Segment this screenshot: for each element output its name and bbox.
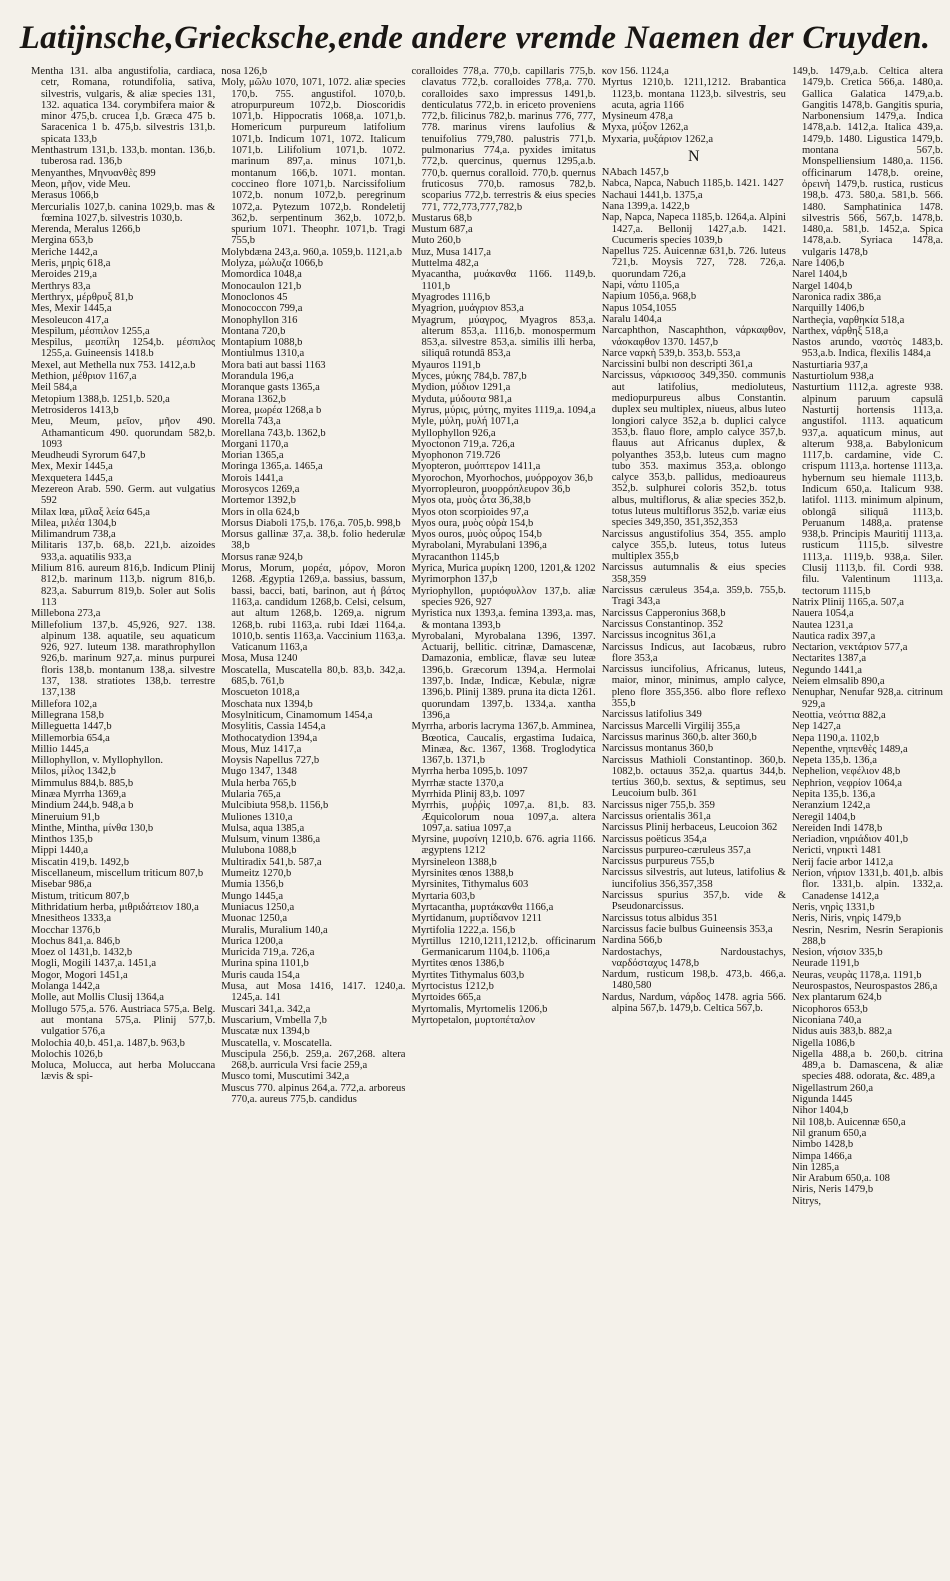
index-columns: [31, 66, 943, 1574]
index-entry: Mithridatium herba, μιθριδάτειον 180,a: [31, 901, 199, 913]
index-entry: Meu, Meum, μεῖον, μῆον 490. Athamanticum 490. quorundam 582,b. 1093: [31, 416, 216, 450]
index-entry: Moschata nux 1394,b: [221, 698, 313, 710]
index-entry: Morois 1441,a: [221, 472, 284, 484]
index-entry: Narcissus silvestris, aut luteus, latifolius & iuncifolius 356,357,358: [601, 867, 786, 890]
index-entry: Myrtomalis, Myrtomelis 1206,b: [411, 1003, 548, 1015]
index-column-5: [792, 66, 943, 1574]
index-entry: Niconiana 740,a: [791, 1014, 862, 1026]
index-entry: Nectarion, νεκτάριον 577,a: [791, 642, 908, 654]
index-entry: Mulubona 1088,b: [221, 845, 297, 857]
index-entry: Napi, νάπυ 1105,a: [601, 280, 680, 292]
index-entry: Mustum 687,a: [411, 224, 473, 236]
index-entry: Narcaphthon, Nascaphthon, νάρκαφθον, νάσκαφθον 1370. 1457,b: [601, 325, 786, 348]
index-entry: Meil 584,a: [31, 382, 77, 394]
index-entry: Neris, Niris, νηρὶς 1479,b: [791, 913, 902, 925]
index-entry: Narthex, νάρθηξ 518,a: [791, 325, 889, 337]
index-entry: Muricida 719,a. 726,a: [221, 947, 315, 959]
index-entry: Militaris 137,b. 68,b. 221,b. aizoides 933,a. aquatilis 933,a: [31, 540, 216, 563]
index-entry: Morellana 743,b. 1362,b: [221, 427, 326, 439]
index-entry: Mustarus 68,b: [411, 212, 473, 224]
index-entry: Milium 816. aureum 816,b. Indicum Plinij 812,b. marinum 113,b. nigrum 816,b. 823,a. Saburrum 819,b. Soler aut Solis 113: [31, 563, 216, 608]
index-entry: Neurospastos, Neurospastos 286,a: [791, 981, 938, 993]
index-entry: Nidus auis 383,b. 882,a: [791, 1026, 892, 1038]
index-entry: Molanga 1442,a: [31, 981, 100, 993]
index-entry: Narcissus orientalis 361,a: [601, 811, 711, 822]
index-entry: Mulsa, aqua 1385,a: [221, 822, 305, 834]
index-entry: Neris, νηρὶς 1331,b: [791, 901, 875, 913]
index-entry: Narcissus totus albidus 351: [601, 912, 718, 924]
index-entry: Meriche 1442,a: [31, 246, 98, 258]
index-entry: Merthryx, μέρθρυξ 81,b: [31, 291, 134, 303]
index-entry: Morgani 1170,a: [221, 438, 289, 450]
index-entry: Moysis Napellus 727,b: [221, 755, 320, 767]
index-entry: Narcissini bulbi non descripti 361,a: [601, 359, 753, 371]
index-entry: Myacantha, μυάκανθα 1166. 1149,b. 1101,b: [411, 269, 596, 292]
index-entry: Narcissus spurius 357,b. vide & Pseudonarcissus.: [601, 890, 786, 913]
index-entry: Nepeta 135,b. 136,a: [791, 755, 877, 767]
index-entry: Narcissus purpureus 755,b: [601, 856, 715, 868]
index-entry: Milea, μιλέα 1304,b: [31, 517, 117, 529]
index-entry: Merenda, Meralus 1266,b: [31, 224, 141, 236]
index-entry: Murica 1200,a: [221, 935, 284, 947]
index-entry: Napellus 725. Auicennæ 631,b. 726. luteus 721,b. Moysis 727, 728. 726,a. quorundam 726,a: [601, 246, 786, 280]
index-entry: Nihor 1404,b: [791, 1105, 849, 1117]
index-entry: Naralu 1404,a: [601, 313, 662, 325]
index-entry: Nauera 1054,a: [791, 608, 854, 620]
index-entry: Nir Arabum 650,a. 108: [791, 1173, 890, 1185]
index-entry: Molyza, μώλυζα 1066,b: [221, 258, 324, 270]
index-entry: Myrrhida Plinij 83,b. 1097: [411, 789, 525, 800]
index-entry: 149,b. 1479,a.b. Celtica altera 1479,b. Cretica 566,a. 1480,a. Gallica Galatica 1479,a.b. Gangitis 1478,b. Gangitis spuria, Narbonensium 1479,a. Indica 1478,a.b. 1412,a. Italica 439,a. 1479,b. 1480. Ligustica 1479,b. montana 567,b. Monspelliensium 1480,a. 1156. officinarum 1478,b. oreine, ὀρεινὴ 1479,b. rustica, rusticus 198,b. 473. 580,a. 581,b. 566. 1480. Samphatinica 1478. silvestris 566, 567,b. 1478,b. 1480,a. 581,b. 1452,a. Spica 1478,a.b. Syriaca 1478,a. vulgaris 1478,b: [791, 66, 943, 258]
index-entry: Menthastrum 131,b. 133,b. montan. 136,b. tuberosa rad. 136,b: [31, 145, 216, 168]
index-entry: Narcissus montanus 360,b: [601, 743, 714, 755]
index-entry: Myrus, μύρις, μύτης, myites 1119,a. 1094,a: [411, 404, 596, 416]
index-entry: Nep 1427,a: [791, 721, 841, 733]
index-entry: Myrtites Tithymalus 603,b: [411, 969, 525, 981]
index-entry: Napium 1056,a. 968,b: [601, 291, 697, 303]
index-column-4: [602, 66, 786, 1574]
index-entry: Mogli, Mogili 1437,a. 1451,a: [31, 958, 157, 970]
index-entry: Negundo 1441,a: [791, 664, 862, 676]
index-entry: Meris, μηρὶς 618,a: [31, 258, 111, 270]
index-entry: Myrrha herba 1095,b. 1097: [411, 766, 528, 778]
index-entry: Nigella 1086,b: [791, 1037, 855, 1049]
index-entry: Myxaria, μυξάριον 1262,a: [601, 133, 714, 145]
index-entry: Murina spina 1101,b: [221, 958, 309, 970]
index-entry: Nimpa 1466,a: [791, 1150, 852, 1162]
index-entry: Narcissus poëticus 354,a: [601, 833, 707, 845]
index-entry: Montana 720,b: [221, 325, 286, 337]
index-entry: Myrsinites, Tithymalus 603: [411, 879, 529, 891]
index-entry: Mollugo 575,a. 576. Austriaca 575,a. Belg. aut montana 575,a. Plinij 577,b. vulgatior 576,a: [31, 1003, 216, 1038]
index-entry: Myrtites œnos 1386,b: [411, 958, 505, 970]
index-entry: Mercurialis 1027,b. canina 1029,b. mas & fœmina 1027,b. silvestris 1030,b.: [31, 201, 216, 224]
index-entry: Mespilus, μεσπίλη 1254,b. μέσπιλος 1255,a. Guineensis 1418.b: [31, 337, 216, 360]
index-entry: Narcissus Indicus, aut Iacobæus, rubro flore 353,a: [601, 641, 786, 664]
index-entry: Morea, μωρέα 1268,a b: [221, 404, 322, 416]
index-entry: Myduta, μύδουτα 981,a: [411, 393, 512, 405]
index-entry: κον 156. 1124,a: [601, 66, 669, 77]
index-entry: Mindium 244,b. 948,a b: [31, 800, 134, 812]
index-column-1: [31, 66, 215, 1574]
index-entry: Nesrin, Nesrim, Nesrin Serapionis 288,b: [791, 924, 943, 947]
index-entry: Narcissus marinus 360,b. alter 360,b: [601, 731, 757, 743]
index-entry: Muscari 341,a. 342,a: [221, 1003, 311, 1015]
index-entry: Milleguetta 1447,b: [31, 721, 112, 733]
index-entry: Narquilly 1406,b: [791, 303, 865, 315]
index-entry: Natrix Plinij 1165,a. 507,a: [791, 596, 904, 608]
index-entry: Nil 108,b. Auicennæ 650,a: [791, 1116, 906, 1128]
index-entry: Myorropleuron, μυορρόπλευρον 36,b: [411, 483, 571, 495]
index-entry: Myrtidanum, μυρτίδανον 1211: [411, 913, 542, 925]
index-entry: Molle, aut Mollis Clusij 1364,a: [31, 992, 165, 1004]
index-entry: Mosylitis, Cassia 1454,a: [221, 721, 326, 733]
index-entry: Minthos 135,b: [31, 834, 93, 846]
index-entry: Nardostachys, Nardoustachys, ναρδόσταχυς 1478,b: [601, 946, 786, 969]
index-entry: Narcissus Marcelli Virgilij 355,a: [601, 720, 741, 732]
index-entry: Nabca, Napca, Nabuch 1185,b. 1421. 1427: [601, 178, 784, 190]
index-entry: Millebona 273,a: [31, 608, 101, 620]
index-entry: Millio 1445,a: [31, 743, 89, 755]
index-entry: Muz, Musa 1417,a: [411, 246, 491, 258]
index-entry: Mnesitheos 1333,a: [31, 913, 112, 925]
index-entry: Neiem elmsalib 890,a: [791, 676, 885, 688]
index-entry: Nardus, Nardum, νάρδος 1478. agria 566. alpina 567,b. 1479,b. Celtica 567,b.: [601, 991, 786, 1015]
index-entry: Niris, Neris 1479,b: [791, 1184, 874, 1196]
index-entry: Millegrana 158,b: [31, 709, 104, 721]
index-entry: Monocaulon 121,b: [221, 280, 302, 292]
index-entry: Nigella 488,a b. 260,b. citrina 489,a b. Damascena, & aliæ species 488. odorata, &c. 489,a: [791, 1048, 943, 1083]
index-entry: Morian 1365,a: [221, 450, 284, 462]
index-entry: Neriadion, νηριάδιον 401,b: [791, 834, 909, 846]
index-entry: Nargel 1404,b: [791, 280, 853, 292]
page-title: Latijnsche,Griecksche,ende andere vremde Naemen der Cruyden.: [19, 20, 931, 56]
index-entry: Muonac 1250,a: [221, 913, 288, 925]
index-entry: Narce ναρκὴ 539,b. 353,b. 553,a: [601, 347, 741, 359]
index-entry: Myos oton scorpioides 97,a: [411, 506, 529, 518]
index-entry: Musco tomi, Muscutimi 342,a: [221, 1071, 350, 1083]
index-entry: NAbach 1457,b: [601, 167, 669, 179]
index-entry: Moscatella, Muscatella 80,b. 83,b. 342,a. 685,b. 761,b: [221, 664, 406, 688]
index-entry: Nautica radix 397,a: [791, 630, 876, 642]
index-entry: Myle, μύλη, μυλή 1071,a: [411, 416, 519, 428]
index-entry: Muscarium, Vmbella 7,b: [221, 1014, 327, 1026]
index-entry: Nardina 566,b: [601, 935, 663, 947]
index-entry: Myrobalani, Myrobalana 1396, 1397. Actuarij, bellitic. citrinæ, Damascenæ, Damazonia, emblicæ, flavæ seu luteæ 1396,b. Græcorum 1394,a. Hermolai 1397,b. Indæ, Indicæ, Kebulæ, nigræ 1396,b. Plinij 1389. pruna ita dicta 1261. quorundam 1397,b. 1334,a. xantha 1396,a: [411, 630, 596, 721]
index-entry: Mous, Muz 1417,a: [221, 743, 302, 755]
index-entry: Monoclonos 45: [221, 291, 288, 303]
index-entry: Myrrhis, μυῤῥὶς 1097,a. 81,b. 83. Æquicolorum noua 1097,a. altera 1097,a. satiua 1097,a: [411, 800, 596, 834]
index-entry: Narcissus Plinij herbaceus, Leucoion 362: [601, 822, 778, 834]
index-entry: Nesion, νήσιον 335,b: [791, 947, 883, 959]
index-entry: Napus 1054,1055: [601, 302, 677, 314]
index-entry: Neregil 1404,b: [791, 811, 856, 823]
index-entry: Myllophyllon 926,a: [411, 427, 496, 439]
index-entry: Montiulmus 1310,a: [221, 348, 305, 360]
index-entry: Nepa 1190,a. 1102,b: [791, 732, 880, 744]
index-entry: Nitrys,: [791, 1195, 822, 1207]
index-entry: Narcissus cæruleus 354,a. 359,b. 755,b. Tragi 343,a: [601, 585, 786, 608]
index-entry: Metrosideros 1413,b: [31, 404, 119, 416]
index-entry: Methion, μέθριον 1167,a: [31, 371, 137, 383]
index-entry: Nap, Napca, Napeca 1185,b. 1264,a. Alpini 1427,a. Bellonij 1427,a.b. 1421. Cucumeris species 1039,b: [601, 212, 786, 246]
index-entry: Mochus 841,a. 846,b: [31, 935, 121, 947]
index-entry: Myrtoides 665,a: [411, 992, 481, 1004]
section-letter: N: [688, 148, 700, 166]
index-entry: Nephrion, νεφρίον 1064,a: [791, 777, 903, 789]
index-entry: Narcissus purpureo-cæruleus 357,a: [601, 844, 751, 856]
index-entry: Myriophyllon, μυριόφυλλον 137,b. aliæ species 926, 927: [411, 585, 596, 608]
index-entry: Nautea 1231,a: [791, 619, 854, 631]
index-entry: Musa, aut Mosa 1416, 1417. 1240,a. 1245,a. 141: [221, 981, 406, 1004]
index-entry: Mes, Mexir 1445,a: [31, 303, 112, 315]
index-entry: Myagrodes 1116,b: [411, 291, 491, 303]
index-entry: Mocchar 1376,b: [31, 924, 101, 936]
index-entry: Mosa, Musa 1240: [221, 653, 298, 665]
index-entry: Muniacus 1250,a: [221, 901, 295, 913]
index-entry: Nectarites 1387,a: [791, 653, 867, 665]
index-entry: Minthe, Mintha, μίνθα 130,b: [31, 822, 154, 834]
index-entry: Moly, μῶλυ 1070, 1071, 1072. aliæ species 170,b. 755. angustifol. 1070,b. atropurpureum 1072,b. Dioscoridis 1071,b. Hippocratis 1068,a. 1071,b. Homericum purpureum latifolium 1071,b. Indicum 1071, 1072. Italicum 1071,b. Lilifolium 1071,b. 1072. marinum 897,a. minus 1071,b. montanum 166,b. 1071. montan. coccineo flore 1071,b. Narcissifolium 1072,b. nonum 1072,b. peregrinum 1072,a. Pytezum 1072,b. Rondeletij 362,b. serpentinum 362,b. 1072,b. spurium 1071. Theophr. 1071,b. Tragi 755,b: [221, 77, 406, 247]
index-entry: Myrsine, μυρσίνη 1210,b. 676. agria 1166. ægyptens 1212: [411, 834, 596, 857]
index-entry: Myrica, Murica μυρίκη 1200, 1201,& 1202: [411, 563, 596, 575]
index-entry: Mularia 765,a: [221, 789, 281, 800]
index-entry: Mimmulus 884,b. 885,b: [31, 777, 134, 789]
index-entry: Nepita 135,b. 136,a: [791, 789, 876, 800]
index-entry: Muscus 770. alpinus 264,a. 772,a. arboreus 770,a. aureus 775,b. candidus: [221, 1082, 406, 1106]
index-entry: Nasturtiolum 938,a: [791, 371, 874, 383]
index-entry: Nare 1406,b: [791, 258, 845, 270]
index-entry: Muto 260,b: [411, 235, 461, 247]
index-entry: Mulsum, vinum 1386,a: [221, 834, 321, 846]
index-entry: Myrtopetalon, μυρτοπέταλον: [411, 1014, 536, 1026]
index-entry: Mydion, μύδιον 1291,a: [411, 382, 511, 394]
index-entry: Narcissus facie bulbus Guineensis 353,a: [601, 923, 773, 935]
index-entry: Myrsinites œnos 1388,b: [411, 868, 514, 880]
index-entry: Myrabolani, Myrabulani 1396,a: [411, 540, 547, 552]
index-entry: Myagrion, μυάγριον 853,a: [411, 303, 524, 315]
index-entry: Nasturtium 1112,a. agreste 938. alpinum paruum capsulâ Nasturtij hortensis 1113,a. angustifol. 1113. aquaticum 937,a. aquaticum minus, aut alterum 938,a. Babylonicum 1117,b. cardamine, vide C. crispum 1113,a. hortense 1113,a. hybernum seu hiemale 1113,b. Indicum 650,a. Italicum 938. latifol. 1113. minimum alpinum, oblongâ siliquâ 1113,b. Peruanum 1488,a. pratense 938,b. Principis Mauritij 1113,a. rusticum 1115,b. silvestre 1113,a. 1119,b. 938,a. Siler. Clusij 1113,b. fil. Cordi 938. filu. Valentinum 1113,a. tectorum 1115,b: [791, 382, 943, 597]
index-entry: Myoctonon 719,a. 726,a: [411, 438, 515, 450]
index-entry: Muliones 1310,a: [221, 811, 293, 823]
index-entry: Nigunda 1445: [791, 1094, 853, 1106]
index-entry: Mespilum, μέσπιλον 1255,a: [31, 325, 150, 337]
index-entry: Muscatella, v. Moscatella.: [221, 1037, 333, 1049]
index-entry: Myos ota, μυὸς ὦτα 36,38,b: [411, 495, 531, 507]
index-entry: Monococcon 799,a: [221, 303, 303, 315]
index-entry: Nil granum 650,a: [791, 1127, 867, 1139]
index-entry: Monophyllon 316: [221, 314, 298, 326]
index-entry: Myorochon, Myorhochos, μυόρροχον 36,b: [411, 472, 593, 484]
index-entry: Myrsineleon 1388,b: [411, 856, 497, 868]
index-entry: coralloides 778,a. 770,b. capillaris 775,b. clavatus 772,b. coralloides 778,a. 770. coralloides saxo impressus 1491,b. denticulatus 772,b. in ericeto proveniens 772,b. filicinus 782,b. marinus 776, 777, 778. marinus virens laufolius & tenuifolius 779,780. palustris 771,b. pulmonarius 774,a. pyxides imitatus 772,b. quercinus, quernus 1295,a.b. 770,b. quernus coralloid. 770,b. quernus fruticosus 770,b. ramosus 782,b. scoparius 772,b. terrestris & eius species 771, 772,773,777,782,b: [411, 66, 596, 213]
index-entry: Minæa Myrrha 1369,a: [31, 789, 127, 800]
index-entry: Mula herba 765,b: [221, 777, 297, 789]
index-entry: Muscatæ nux 1394,b: [221, 1026, 310, 1038]
index-entry: Mogor, Mogori 1451,a: [31, 969, 128, 981]
index-entry: Myopteron, μυόπτερον 1411,a: [411, 461, 541, 473]
index-entry: Myrtus 1210,b. 1211,1212. Brabantica 1123,b. montana 1123,b. silvestris, seu acuta, agria 1166: [601, 77, 786, 111]
index-entry: Narcissus angustifolius 354, 355. amplo calyce 355,b. luteus, totus luteus multiplex 355,b: [601, 528, 786, 563]
index-entry: Misebar 986,a: [31, 879, 92, 891]
index-entry: Momordica 1048,a: [221, 269, 302, 281]
index-entry: Morana 1362,b: [221, 393, 286, 405]
index-entry: Naronica radix 386,a: [791, 291, 882, 303]
index-entry: Myristica nux 1393,a. femina 1393,a. mas, & montana 1393,b: [411, 608, 596, 631]
index-entry: Myrrha, arboris lacryma 1367,b. Amminea, Bœotica, Caucalis, ergastima Iudaica, Minæa, &c. 1367, 1368. Troglodytica 1367,b. 1371,b: [411, 721, 596, 767]
index-entry: Myophonon 719.726: [411, 450, 501, 462]
index-entry: Mortemor 1392,b: [221, 495, 296, 507]
index-entry: Millefolium 137,b. 45,926, 927. 138. alpinum 138. aquatile, seu aquaticum 926, 927. luteum 138. marathrophyllon 926,b. marinum 927,a. minus purpurei floris 138,b. montanum 138,a. silvestre 137, 138. stratiotes 138,b. terrestre 137,138: [31, 619, 216, 699]
index-entry: Mippi 1440,a: [31, 845, 89, 857]
index-entry: Meon, μῆον, vide Meu.: [31, 178, 131, 190]
index-entry: Milax lœa, μῖλαξ λεία 645,a: [31, 506, 151, 518]
index-entry: Mergina 653,b: [31, 235, 94, 247]
index-entry: Narcissus Mathioli Constantinop. 360,b. 1082,b. octauus 352,a. quartus 344,b. tertius 360,b. sextus, & septimus, seu Leucoium bulb. 361: [601, 754, 786, 800]
index-entry: Nerion, νήριον 1331,b. 401,b. albis flor. 1331,b. alpin. 1332,a. Canadense 1412,a: [791, 868, 943, 902]
index-entry: Nerij facie arbor 1412,a: [791, 856, 894, 868]
index-entry: Nephelion, νεφέλιον 48,b: [791, 766, 901, 778]
index-entry: Molochis 1026,b: [31, 1048, 103, 1060]
index-entry: Mineruium 91,b: [31, 811, 100, 823]
index-entry: Myos oura, μυὸς οὐρὰ 154,b: [411, 517, 534, 529]
index-entry: Narcissus latifolius 349: [601, 709, 702, 721]
index-entry: Mungo 1445,a: [221, 890, 284, 902]
index-entry: Morsus Diaboli 175,b. 176,a. 705,b. 998,b: [221, 517, 401, 529]
index-entry: Millophyllon, v. Myllophyllon.: [31, 755, 164, 767]
index-entry: Miscellaneum, miscellum triticum 807,b: [31, 868, 204, 880]
index-entry: Milimandrum 738,a: [31, 529, 116, 541]
index-entry: Nigellastrum 260,a: [791, 1082, 874, 1094]
index-entry: Nenuphar, Nenufar 928,a. citrinum 929,a: [791, 687, 943, 710]
index-entry: Nana 1399,a. 1422,b: [601, 200, 690, 212]
index-entry: Molochia 40,b. 451,a. 1487,b. 963,b: [31, 1037, 185, 1049]
index-entry: Mora bati aut bassi 1163: [221, 359, 326, 371]
index-entry: Nastos arundo, ναστὸς 1483,b. 953,a.b. Indica, flexilis 1484,a: [791, 337, 943, 360]
index-entry: Myrtillus 1210,1211,1212,b. officinarum Germanicarum 1104,b. 1106,a: [411, 935, 596, 959]
index-entry: Muttelma 482,a: [411, 258, 479, 270]
index-entry: Narcissus niger 755,b. 359: [601, 799, 715, 811]
index-entry: Myrtifolia 1222,a. 156,b: [411, 924, 516, 936]
index-column-3: [411, 66, 595, 1574]
index-entry: Narcissus incognitus 361,a: [601, 630, 716, 642]
index-entry: Morsus ranæ 924,b: [221, 551, 303, 563]
index-entry: Myxa, μύξον 1262,a: [601, 122, 689, 134]
index-entry: Myos ouros, μυὸς οὖρος 154,b: [411, 529, 542, 541]
index-entry: Meudheudi Syrorum 647,b: [31, 450, 146, 462]
index-entry: Mors in olla 624,b: [221, 506, 300, 518]
index-entry: Mumia 1356,b: [221, 879, 284, 891]
index-entry: Narcissus Capperonius 368,b: [601, 607, 726, 619]
index-entry: Neurade 1191,b: [791, 958, 860, 970]
index-entry: Mistum, triticum 807,b: [31, 890, 130, 902]
index-entry: Moringa 1365,a. 1465,a: [221, 461, 323, 473]
index-entry: Nin 1285,a: [791, 1161, 840, 1173]
index-entry: Nachaui 1441,b. 1375,a: [601, 189, 703, 201]
index-entry: Narcissus, νάρκισσος 349,350. communis aut latifolius, medioluteus, mediopurpureus albus Constantin. duplex seu multiplex, niueus, albus luteo longiori calyce 352,a b. duplici calyce 353,b. flauo flore, amplo calyce 357,b. flauus aut Africanus duplex, & polyanthes 353,b. luteus cum magno tubo 353. maximus 353,a. oblongo calyce 353,b. pallidus, medioaureus 352,b. sulphurei coloris 352,b. totus albus, multiflorus, & aliæ species 352,b. totus luteus multiflorus 352,b. variæ eius species 349,350, 351,352,353: [601, 370, 786, 529]
index-entry: Narcissus autumnalis & eius species 358,359: [601, 562, 786, 585]
index-entry: Neottia, νεόττια 882,a: [791, 709, 886, 721]
index-entry: Neuras, νευρὰς 1178,a. 1191,b: [791, 969, 922, 981]
index-entry: Moluca, Molucca, aut herba Moluccana lævis & spi-: [31, 1060, 216, 1083]
index-entry: Mugo 1347, 1348: [221, 766, 297, 778]
index-entry: Narcissus Constantinop. 352: [601, 618, 724, 630]
index-entry: Mexquetera 1445,a: [31, 472, 113, 484]
index-entry: Miscatin 419,b. 1492,b: [31, 856, 129, 868]
index-entry: Nepenthe, νηπενθὲς 1489,a: [791, 743, 908, 755]
index-entry: Mexel, aut Methella nux 753. 1412,a.b: [31, 359, 196, 371]
index-entry: Nicophoros 653,b: [791, 1003, 868, 1015]
index-entry: Moscueton 1018,a: [221, 687, 300, 699]
index-entry: Narcissus iuncifolius, Africanus, luteus, maior, minor, minimus, amplo calyce, pleno flore 355,356. albo flore reflexo 355,b: [601, 664, 786, 710]
index-entry: Mothocatydion 1394,a: [221, 732, 318, 744]
index-entry: nosa 126,b: [221, 66, 268, 77]
index-entry: Nimbo 1428,b: [791, 1139, 854, 1151]
index-entry: Mumeitz 1270,b: [221, 868, 292, 880]
index-entry: Mysineum 478,a: [601, 111, 673, 123]
index-entry: Myrimorphon 137,b: [411, 574, 498, 586]
index-entry: Mulcibiuta 958,b. 1156,b: [221, 800, 329, 812]
index-column-2: [221, 66, 405, 1574]
index-entry: Nex plantarum 624,b: [791, 992, 882, 1004]
index-entry: Merthrys 83,a: [31, 280, 91, 292]
index-entry: Neranzium 1242,a: [791, 800, 871, 812]
index-entry: Myces, μύκης 784,b. 787,b: [411, 371, 527, 383]
index-entry: Muris cauda 154,a: [221, 969, 300, 981]
index-entry: Myrtaria 603,b: [411, 890, 476, 902]
index-entry: Metopium 1388,b. 1251,b. 520,a: [31, 393, 170, 405]
index-entry: Muscipula 256,b. 259,a. 267,268. altera 268,b. aurricula Vrsi facie 259,a: [221, 1048, 406, 1072]
index-entry: Merasus 1066,b: [31, 190, 99, 202]
index-entry: Meroides 219,a: [31, 269, 97, 281]
index-entry: Myrtocistus 1212,b: [411, 981, 494, 993]
index-entry: Mex, Mexir 1445,a: [31, 461, 113, 473]
index-entry: Moez ol 1431,b. 1432,b: [31, 947, 133, 959]
index-entry: Millefora 102,a: [31, 698, 97, 710]
index-entry: Myagrum, μύαγρος, Myagros 853,a. alterum 853,a. 1116,b. monospermum 853,a. silvestre 853,a. similis illi herba, siliquâ rotundâ 853,a: [411, 314, 596, 360]
index-entry: Myrtacantha, μυρτάκανθα 1166,a: [411, 901, 554, 913]
index-entry: Myracanthon 1145,b: [411, 551, 500, 563]
index-entry: Molybdæna 243,a. 960,a. 1059,b. 1121,a.b: [221, 246, 403, 258]
index-entry: Montapium 1088,b: [221, 337, 303, 349]
index-entry: Narel 1404,b: [791, 269, 848, 281]
index-entry: Milos, μίλος 1342,b: [31, 766, 116, 778]
index-entry: Multiradix 541,b. 587,a: [221, 856, 322, 868]
index-entry: Mezereon Arab. 590. Germ. aut vulgatius 592: [31, 483, 216, 507]
index-entry: Myauros 1191,b: [411, 359, 481, 371]
index-entry: Moranque gasts 1365,a: [221, 382, 320, 394]
index-entry: Morosycos 1269,a: [221, 483, 300, 495]
index-entry: Menyanthes, Μηνυανθὲς 899: [31, 167, 156, 179]
index-entry: Nartheçia, ναρθηκία 518,a: [791, 314, 905, 326]
index-entry: Millemorbia 654,a: [31, 732, 110, 744]
index-entry: Muralis, Muralium 140,a: [221, 924, 328, 936]
index-entry: Nasturtiaria 937,a: [791, 359, 868, 371]
index-entry: Nardum, rusticum 198,b. 473,b. 466,a. 1480,580: [601, 969, 786, 992]
index-entry: Morella 743,a: [221, 416, 281, 428]
index-entry: Morsus gallinæ 37,a. 38,b. folio hederulæ 38,b: [221, 529, 406, 552]
index-entry: Mentha 131. alba angustifolia, cardiaca, cetr, Romana, rotundifolia, sativa, silvestris, vulgaris, & aliæ species 131, 132. aquatica 134. corymbifera maior & minor 475,b. crucea 1,b. Græca 475 b. Saracenica 1 b. 475,b. silvestris 131,b. spicata 133,b: [31, 66, 216, 145]
index-entry: Morus, Morum, μορέα, μόρον, Moron 1268. Ægyptia 1269,a. bassius, bassum, bassi, bacci, bati, barinon, aut ἡ βάτος 1163,a. candidum 1268,b. Celsi, celsum, aut altum 1268,b. 1269,a. nigrum 1268,b. rubi 1163,a. rubi Idæi 1164,a. 1010,b. sentis 1163,a. Vaccinium 1163,a. Vaticanum 1163,a: [221, 563, 406, 654]
index-entry: Mosylniticum, Cinamomum 1454,a: [221, 709, 373, 721]
index-entry: Myrrhæ stacte 1370,a: [411, 777, 504, 789]
index-entry: Nericti, νηρικτὶ 1481: [791, 845, 882, 857]
index-entry: Morandula 196,a: [221, 371, 294, 383]
index-entry: Mesoleucon 417,a: [31, 314, 109, 326]
index-entry: Nereiden Indi 1478,b: [791, 822, 883, 834]
